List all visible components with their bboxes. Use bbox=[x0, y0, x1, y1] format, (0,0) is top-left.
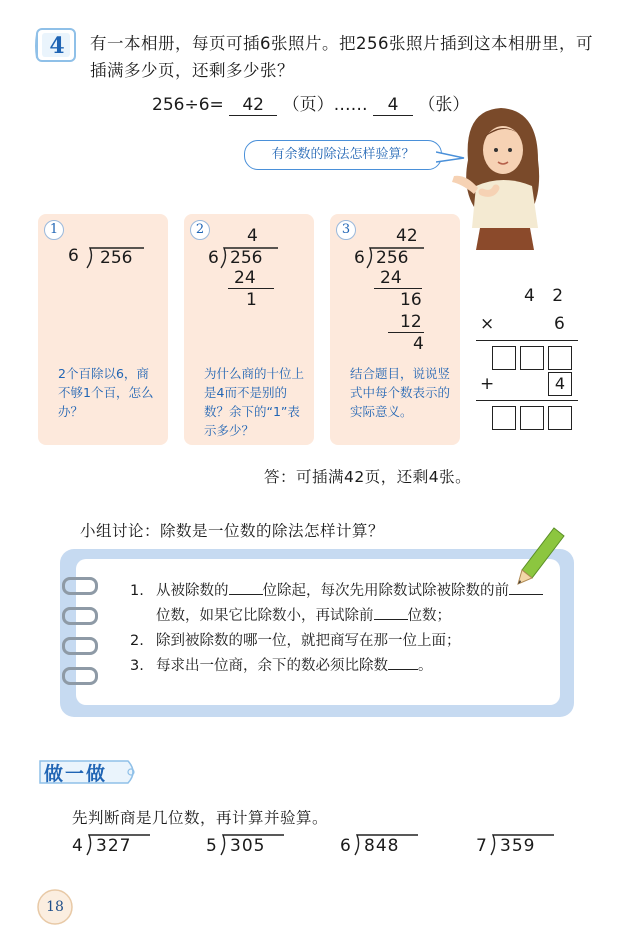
fill-blank[interactable] bbox=[388, 669, 418, 670]
exercise: 7 359 bbox=[476, 836, 487, 856]
notebook-panel bbox=[60, 549, 574, 717]
equation-lhs: 256÷6= bbox=[152, 95, 224, 115]
equation bbox=[152, 90, 469, 116]
unit-sheets: （张） bbox=[418, 95, 470, 115]
remainder: 4 bbox=[413, 334, 424, 354]
divisor: 6 bbox=[208, 248, 219, 268]
unit-pages: （页）…… bbox=[282, 95, 368, 115]
step-note: 2个百除以6，商不够1个百，怎么办？ bbox=[58, 366, 154, 419]
problem-stem: 有一本相册，每页可插6张照片。把256张照片插到这本相册里，可插满多少页，还剩多少张？ bbox=[90, 34, 593, 80]
rules-list bbox=[130, 579, 550, 679]
notebook-page bbox=[76, 559, 560, 705]
ring-icon bbox=[62, 667, 98, 685]
product: 24 bbox=[234, 268, 256, 288]
answer-box[interactable] bbox=[520, 346, 544, 370]
list-item: 1. 从被除数的 位除起，每次先用除数试除被除数的前位数，如果它比除数小，再试除前 位数； bbox=[130, 579, 550, 629]
fill-blank[interactable] bbox=[374, 619, 408, 620]
dividend: 256 bbox=[230, 248, 263, 268]
answer-box[interactable] bbox=[520, 406, 544, 430]
girl-illustration-icon bbox=[446, 100, 556, 255]
discussion-title: 小组讨论：除数是一位数的除法怎样计算？ bbox=[80, 522, 385, 540]
multiplier: 6 bbox=[554, 314, 565, 334]
product-1: 24 bbox=[380, 268, 402, 288]
dividend: 256 bbox=[376, 248, 409, 268]
plus-sign: + bbox=[480, 374, 495, 394]
answer-box[interactable] bbox=[548, 346, 572, 370]
step-label: 2 bbox=[190, 220, 210, 240]
answer-box[interactable] bbox=[492, 406, 516, 430]
verification-multiplication bbox=[476, 286, 580, 432]
step-label: 3 bbox=[336, 220, 356, 240]
divisor: 6 bbox=[354, 248, 365, 268]
ring-icon bbox=[62, 637, 98, 655]
answer-sentence: 答：可插满42页，还剩4张。 bbox=[264, 468, 472, 486]
page-number: 18 bbox=[36, 888, 74, 926]
problem-number-badge bbox=[34, 26, 80, 66]
fill-blank[interactable] bbox=[509, 594, 543, 595]
remainder-box: 4 bbox=[548, 372, 572, 396]
step-note: 结合题目，说说竖式中每个数表示的实际意义。 bbox=[350, 366, 451, 419]
divisor: 6 bbox=[68, 246, 79, 266]
product-2: 12 bbox=[400, 312, 422, 332]
ring-icon bbox=[62, 607, 98, 625]
quotient: 4 bbox=[247, 226, 258, 246]
step-card-2 bbox=[184, 214, 314, 445]
answer-box[interactable] bbox=[548, 406, 572, 430]
times-sign: × bbox=[480, 314, 495, 334]
remainder-blank: 4 bbox=[373, 95, 413, 116]
answer-box[interactable] bbox=[492, 346, 516, 370]
step-card-1 bbox=[38, 214, 168, 445]
quotient: 42 bbox=[396, 226, 418, 246]
factor-top: 4 2 bbox=[524, 286, 570, 306]
step-note: 为什么商的十位上是4而不是别的数？余下的“1”表示多少？ bbox=[204, 366, 305, 438]
exercise: 4 327 bbox=[72, 836, 83, 856]
step-label: 1 bbox=[44, 220, 64, 240]
step-card-3 bbox=[330, 214, 460, 445]
exercise: 6 848 bbox=[340, 836, 351, 856]
exercise: 5 305 bbox=[206, 836, 217, 856]
list-item: 2. 除到被除数的哪一位，就把商写在那一位上面； bbox=[130, 633, 461, 649]
dividend: 256 bbox=[100, 248, 133, 268]
speech-bubble: 有余数的除法怎样验算？ bbox=[244, 140, 442, 170]
practice-instruction: 先判断商是几位数，再计算并验算。 bbox=[72, 809, 329, 827]
problem-number: 4 bbox=[49, 33, 65, 59]
ring-icon bbox=[62, 577, 98, 595]
fill-blank[interactable] bbox=[229, 594, 263, 595]
pencil-icon bbox=[514, 524, 568, 588]
list-item: 3. 每求出一位商，余下的数必须比除数 。 bbox=[130, 658, 433, 674]
bring-down: 16 bbox=[400, 290, 422, 310]
quotient-blank: 42 bbox=[229, 95, 277, 116]
do-it-title: 做一做 bbox=[44, 763, 108, 785]
rest: 1 bbox=[246, 290, 257, 310]
